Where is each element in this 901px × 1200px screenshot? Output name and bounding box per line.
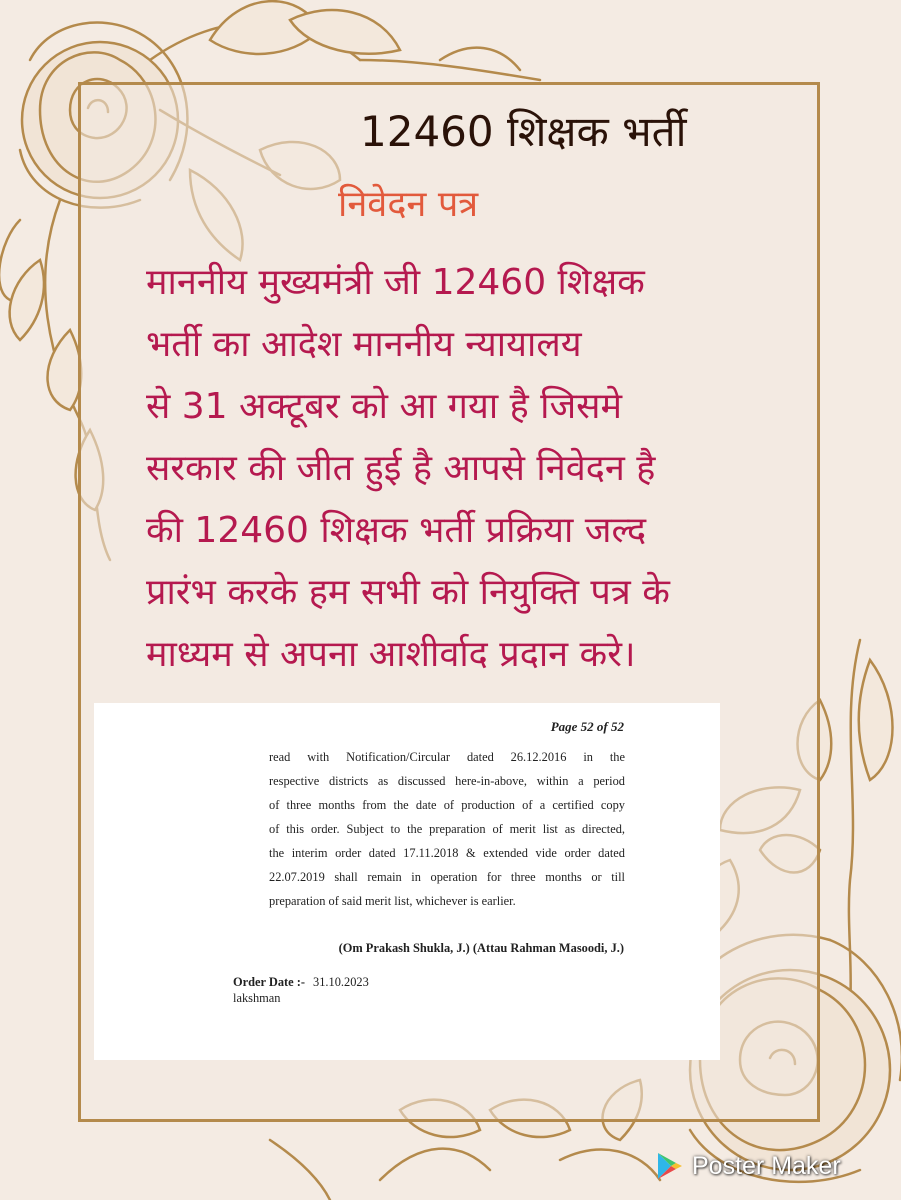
order-line: of this order. Subject to the preparation of merit list as directed, bbox=[269, 822, 625, 836]
poster-subtitle: निवेदन पत्र bbox=[338, 184, 479, 225]
order-date-value: 31.10.2023 bbox=[313, 975, 369, 989]
order-line: of three months from the date of production of a certified copy bbox=[269, 798, 625, 812]
play-store-icon bbox=[654, 1151, 684, 1181]
clerk-name: lakshman bbox=[233, 991, 281, 1005]
poster-title: 12460 शिक्षक भर्ती bbox=[360, 107, 687, 156]
order-line: read with Notification/Circular dated 26.12.2016 in the bbox=[269, 750, 625, 764]
order-date-label: Order Date :- bbox=[233, 975, 306, 989]
order-line: respective districts as discussed here-in-above, within a period bbox=[269, 774, 625, 788]
order-line: the interim order dated 17.11.2018 & extended vide order dated bbox=[269, 846, 625, 860]
poster-maker-watermark bbox=[654, 1150, 841, 1182]
order-paragraph bbox=[269, 745, 625, 913]
petition-text bbox=[146, 252, 826, 686]
judges-signature: (Om Prakash Shukla, J.) (Attau Rahman Masoodi, J.) bbox=[338, 941, 624, 955]
petition-line: भर्ती का आदेश माननीय न्यायालय bbox=[146, 324, 582, 365]
petition-line: माननीय मुख्यमंत्री जी 12460 शिक्षक bbox=[146, 262, 645, 303]
watermark-text: Poster Maker bbox=[692, 1151, 841, 1180]
order-line: 22.07.2019 shall remain in operation for three months or till bbox=[269, 870, 625, 884]
court-order-excerpt bbox=[94, 703, 720, 1060]
page-number: Page 52 of 52 bbox=[550, 719, 624, 734]
order-date bbox=[233, 975, 369, 990]
petition-line: की 12460 शिक्षक भर्ती प्रक्रिया जल्द bbox=[146, 510, 647, 551]
petition-line: प्रारंभ करके हम सभी को नियुक्ति पत्र के bbox=[146, 572, 670, 613]
petition-line: माध्यम से अपना आशीर्वाद प्रदान करे। bbox=[146, 634, 636, 675]
petition-line: सरकार की जीत हुई है आपसे निवेदन है bbox=[146, 448, 656, 489]
petition-line: से 31 अक्टूबर को आ गया है जिसमे bbox=[146, 386, 623, 427]
order-line: preparation of said merit list, whichever is earlier. bbox=[269, 894, 516, 908]
